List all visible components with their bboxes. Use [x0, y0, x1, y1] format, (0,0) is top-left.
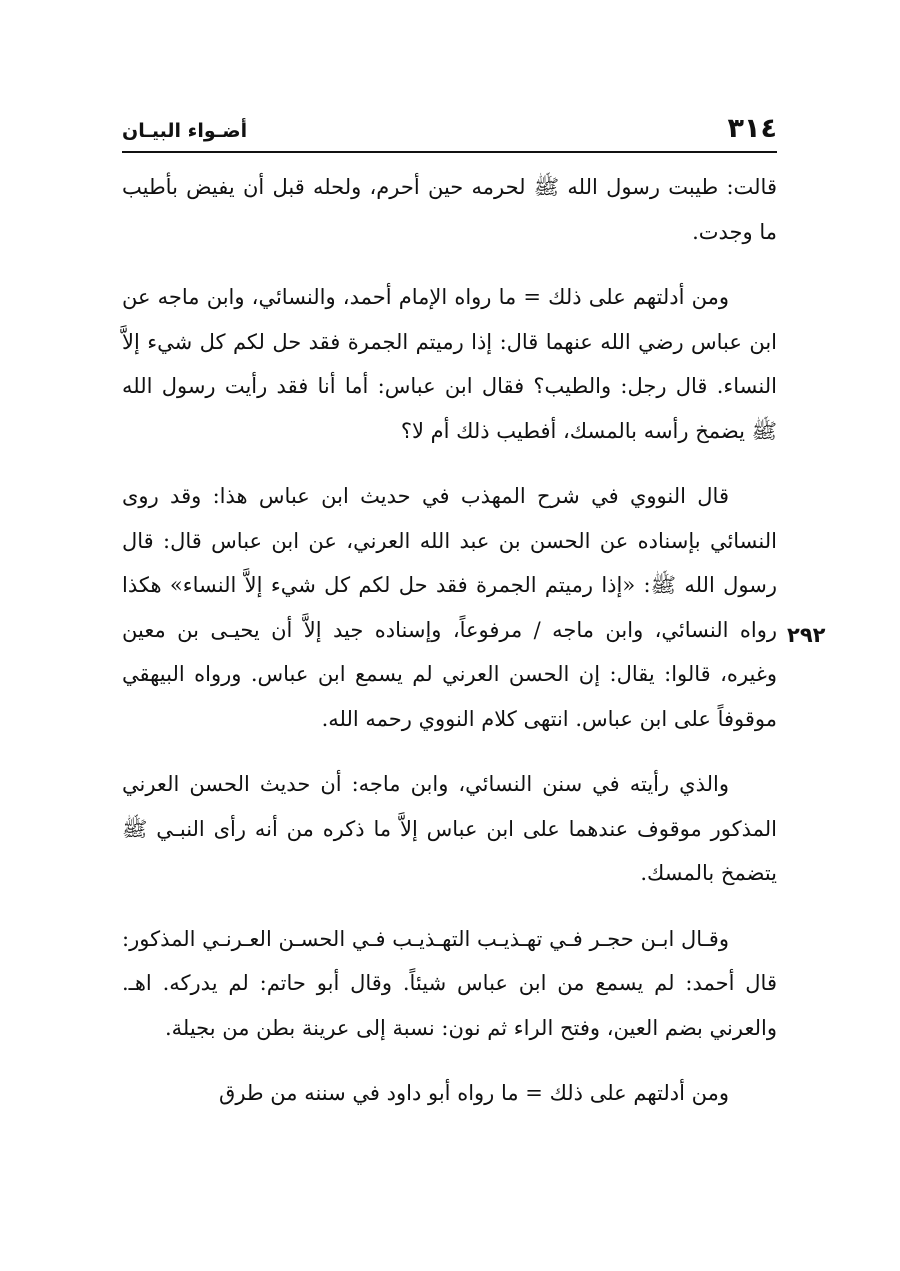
page-number: ٣١٤	[727, 113, 777, 144]
header-rule	[122, 151, 777, 153]
page-header	[122, 112, 777, 152]
paragraph-2: ومن أدلتهم على ذلك = ما رواه الإمام أحمد، والنسائي، وابن ماجه عن ابن عباس رضي الله عنهما قال: إذا رميتم الجمرة فقد حل لكم كل شيء إلاَّ النساء. قال رجل: والطيب؟ فقال ابن عباس: أما أنا فقد رأيت رسول الله ﷺ يضمخ رأسه بالمسك، أفطيب ذلك أم لا؟	[122, 285, 777, 443]
paragraph-4: والذي رأيته في سنن النسائي، وابن ماجه: أن حديث الحسن العرني المذكور موقوف عندهما على ابن عباس إلاَّ ما ذكره من أنه رأى النبـي ﷺ يتضمخ بالمسك.	[122, 772, 777, 885]
margin-page-reference: ٢٩٢	[787, 623, 826, 647]
paragraph-6: ومن أدلتهم على ذلك = ما رواه أبو داود في سننه من طرق	[219, 1081, 729, 1105]
paragraph-3: قال النووي في شرح المهذب في حديث ابن عباس هذا: وقد روى النسائي بإسناده عن الحسن بن عبد الله العرني، عن ابن عباس قال: قال رسول الله ﷺ: «إذا رميتم الجمرة فقد حل لكم كل شيء إلاَّ النساء» هكذا رواه النسائي، وابن ماجه / مرفوعاً، وإسناده جيد إلاَّ أن يحيـى بن معين وغيره، قالوا: يقال: إن الحسن العرني لم يسمع ابن عباس. ورواه البيهقي موقوفاً على ابن عباس. انتهى كلام النووي رحمه الله.	[122, 484, 777, 731]
body-text	[122, 165, 777, 1137]
paragraph-1: قالت: طيبت رسول الله ﷺ لحرمه حين أحرم، ولحله قبل أن يفيض بأطيب ما وجدت.	[122, 175, 777, 244]
paragraph-5: وقـال ابـن حجـر فـي تهـذيـب التهـذيـب فـي الحسـن العـرنـي المذكور: قال أحمد: لم يسمع من ابن عباس شيئاً. وقال أبو حاتم: لم يدركه. اهـ. والعرني بضم العين، وفتح الراء ثم نون: نسبة إلى عرينة بطن من بجيلة.	[122, 926, 777, 1040]
running-title: أضـواء البيـان	[122, 120, 248, 142]
